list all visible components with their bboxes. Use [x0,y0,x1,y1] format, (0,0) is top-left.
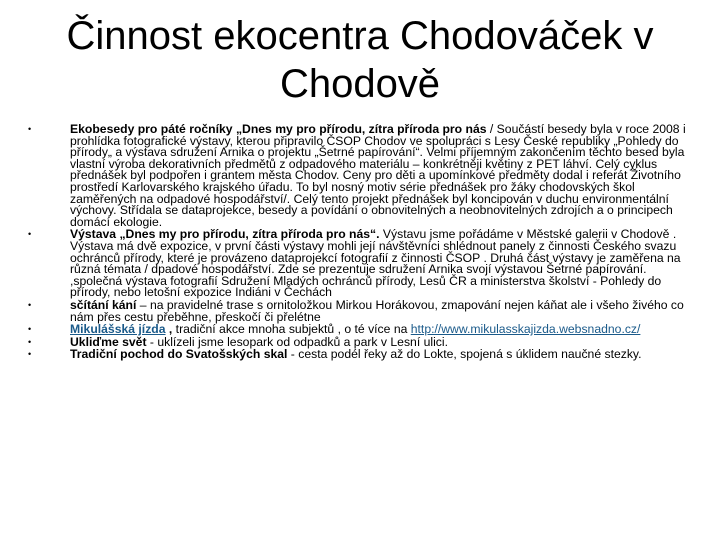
item-heading: Ekobesedy pro páté ročníky „Dnes my pro přírodu, zítra příroda pro nás [70,122,487,136]
item-heading: Výstava „Dnes my pro přírodu, zítra příroda pro nás“. [70,227,380,242]
bullet-icon: • [28,299,32,310]
bullet-icon: • [28,349,32,360]
item-comma: , [165,322,173,337]
item-text: - cesta podél řeky až do Lokte, spojená s úklidem naučné stezky. [287,347,642,362]
item-text: Výstavu jsme pořádáme v Městské galerii v Chodově . Výstava má dvě expozice, v první části výstavy mohli její návštěvníci shlédnout panely z činnosti Českého svazu ochránců přírody, které je provázeno dataprojekcí fotografií z činnosti ČSOP . Druhá část výstavy je zaměřena na různá témata / dpadové hospodářství. Zde se prezentuje sdružení Arnika svojí výstavou Šetrné papírování. ,společná výstava fotografií Sdružení Mladých ochránců přírody, Lesů ČR a ministerstva školství - Pohledy do přírody, nebo letošní expozice Indiáni v Čechách [70,227,681,300]
item-heading: Tradiční pochod do Svatošských skal [70,347,288,362]
list-item-vystava [28,229,700,299]
slide-title: Činnost ekocentra Chodováček v Chodově [66,14,654,106]
mikulasska-jizda-link[interactable]: Mikulášská jízda [70,322,166,337]
item-text: / Součástí besedy byla v roce 2008 i prohlídka fotografické výstavy, kterou připravilo ČSOP Chodov ve spolupráci s Lesy České republiky „Pohledy do přírody„ a výstava sdružení Arnika o projektu „Šetrné papírování“. Velmi příjemným zakončením těchto besed byla vlastní výroba dekorativních předmětů z odpadového materiálu – konkrétněji květiny z PET láhví. Celý cyklus přednášek byl podpořen i grantem města Chodov. Ceny pro děti a upomínkové předměty dodal i referát Životního prostředí Karlovarského krajského úřadu. To byl nosný motiv série přednášek pro žáky chodovských škol zaměřených na odpadové hospodářství/. Celý tento projekt přednášek byl koncipován v duchu environmentální výchovy. Střídala se dataprojekce, besedy a povídání o obnovitelných a neobnovitelných zdrojích a o principech domácí ekologie. [70,122,686,229]
list-item-scitani-kani [28,297,700,324]
list-item-ekobesedy [28,124,700,228]
item-text: - uklízeli jsme lesopark od odpadků a park v Lesní ulici. [146,334,448,349]
item-text: – na pravidelné trase s ornitoložkou Mirkou Horákovou, zmapování nejen káňat ale i všeho živého co nám přes cestu přeběhne, přeskočí či přelétne [70,297,684,324]
list-item-tradicni-pochod [28,349,700,361]
item-text: tradiční akce mnoha subjektů , o té více na [172,322,411,337]
bullet-icon: • [28,124,32,134]
bullet-list [28,124,700,362]
bullet-icon: • [28,229,32,240]
bullet-icon: • [28,324,32,335]
bullet-icon: • [28,336,32,347]
item-heading: sčítání kání [70,297,137,312]
website-link[interactable]: http://www.mikulasskajizda.websnadno.cz/ [410,322,641,337]
item-heading: Ukliďme svět [70,334,147,349]
